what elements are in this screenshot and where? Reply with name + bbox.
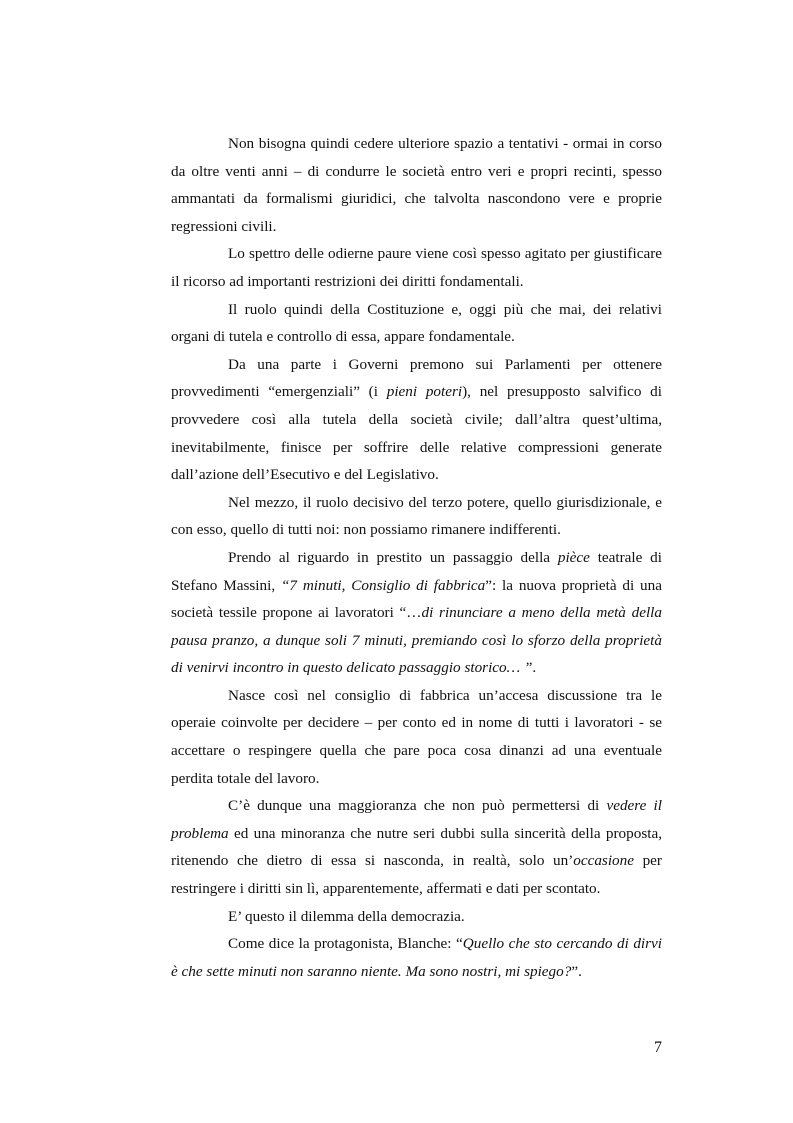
italic-text-run: di rinunciare a meno della metà della pausa pranzo, a dunque soli 7 minuti, premiando così lo sforzo della proprietà di venirvi incontro in questo delicato passaggio storico… ” [171,604,662,677]
italic-text-run: Quello che sto cercando di dirvi è che sette minuti non saranno niente. Ma sono nostri, mi spiego? [171,935,662,980]
paragraph [171,351,662,489]
text-run: E’ questo il dilemma della democrazia. [228,907,465,925]
paragraph [171,930,662,985]
body-text [171,130,662,985]
paragraph [171,130,662,240]
text-run: Da una parte i Governi premono sui Parlamenti per ottenere provvedimenti “emergenziali” (i [171,355,662,401]
italic-text-run: pièce [557,548,590,566]
text-run: ed una minoranza che nutre seri dubbi sulla sincerità della proposta, ritenendo che dietro di essa si nasconda, in realtà, solo un’ [171,824,662,870]
paragraph [171,489,662,544]
page-number: 7 [654,1039,662,1056]
text-run: Non bisogna quindi cedere ulteriore spazio a tentativi - ormai in corso da oltre venti anni – di condurre le società entro veri e propri recinti, spesso ammantati da formalismi giuridici, che talvolta nascondono vere e proprie regressioni civili. [171,135,662,235]
italic-text-run: “7 minuti, Consiglio di fabbrica [280,576,486,594]
text-run: Prendo al riguardo in prestito un passaggio della [228,548,558,566]
text-run: Nel mezzo, il ruolo decisivo del terzo potere, quello giurisdizionale, e con esso, quello di tutti noi: non possiamo rimanere indifferenti. [171,493,662,539]
paragraph [171,240,662,295]
text-run: Il ruolo quindi della Costituzione e, oggi più che mai, dei relativi organi di tutela e controllo di essa, appare fondamentale. [171,300,662,346]
paragraph [171,296,662,351]
text-run: per restringere i diritti sin lì, apparentemente, affermati e dati per scontato. [171,852,662,898]
paragraph [171,792,662,902]
paragraph [171,903,662,931]
text-run: Come dice la protagonista, Blanche: “ [228,935,463,953]
text-run: ), nel presupposto salvifico di provvedere così alla tutela della società civile; dall’altra quest’ultima, inevitabilmente, finisce per soffrire delle relative compressioni generate dall’azione dell’Esecutivo e del Legislativo. [171,383,662,484]
text-run: Lo spettro delle odierne paure viene così spesso agitato per giustificare il ricorso ad importanti restrizioni dei diritti fondamentali. [171,245,662,290]
text-run: ”: la nuova proprietà di una società tessile propone ai lavoratori “… [171,576,662,622]
text-run: Nasce così nel consiglio di fabbrica un’accesa discussione tra le operaie coinvolte per decidere – per conto ed in nome di tutti i lavoratori - se accettare o respingere quella che pare poca cosa dinanzi ad una eventuale perdita totale del lavoro. [171,686,662,787]
italic-text-run: vedere il problema [171,797,663,842]
text-run: ”. [571,962,582,980]
paragraph [171,544,662,682]
paragraph [171,682,662,792]
italic-text-run: pieni poteri [386,383,463,401]
text-run: teatrale di Stefano Massini, [171,548,662,594]
text-run: . [532,659,537,677]
text-run: C’è dunque una maggioranza che non può permettersi di [228,797,607,815]
italic-text-run: occasione [573,852,634,870]
